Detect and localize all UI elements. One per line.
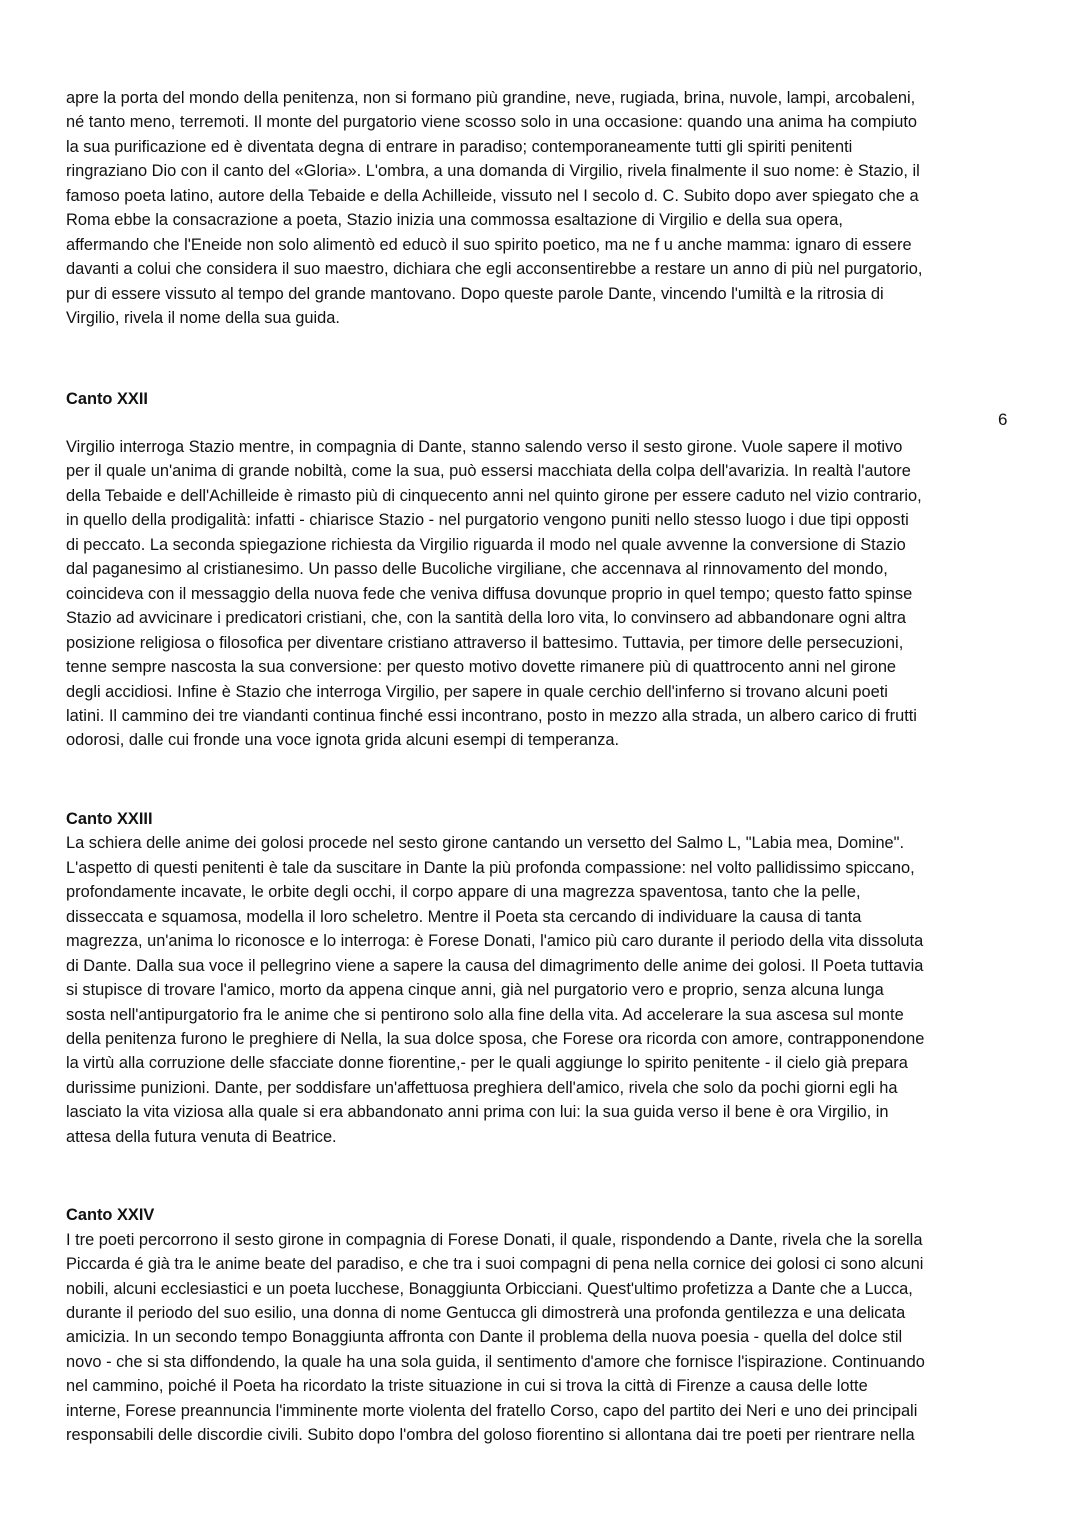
- text-line: nobili, alcuni ecclesiastici e un poeta lucchese, Bonaggiunta Orbicciani. Quest'ultimo profetizza a Dante che a Lucca,: [66, 1279, 913, 1298]
- text-line: disseccata e squamosa, modella il loro scheletro. Mentre il Poeta sta cercando di individuare la causa di tanta: [66, 907, 862, 926]
- page-number: 6: [998, 410, 1008, 429]
- text-line: I tre poeti percorrono il sesto girone in compagnia di Forese Donati, il quale, rispondendo a Dante, rivela che la sorella: [66, 1230, 923, 1249]
- text-line: pur di essere vissuto al tempo del grande mantovano. Dopo queste parole Dante, vincendo l'umiltà e la ritrosia di: [66, 284, 884, 303]
- section-paragraph-canto-xxii: [66, 435, 1018, 753]
- text-line: lasciato la vita viziosa alla quale si era abbandonato anni prima con lui: la sua guida verso il bene è ora Virgilio, in: [66, 1103, 889, 1122]
- text-line: coincideva con il messaggio della nuova fede che veniva diffusa dovunque proprio in quel tempo; questo fatto spinse: [66, 584, 913, 603]
- text-line: responsabili delle discordie civili. Subito dopo l'ombra del goloso fiorentino si allontana dai tre poeti per rientrare nella: [66, 1426, 915, 1445]
- text-line: nel cammino, poiché il Poeta ha ricordato la triste situazione in cui si trova la città di Firenze a causa delle lotte: [66, 1377, 868, 1396]
- text-line: di Dante. Dalla sua voce il pellegrino viene a sapere la causa del dimagrimento delle anime dei golosi. Il Poeta tuttavia: [66, 956, 924, 975]
- text-line: degli accidiosi. Infine è Stazio che interroga Virgilio, per sapere in quale cerchio dell'inferno si trovano alcuni poeti: [66, 682, 888, 701]
- text-line: La schiera delle anime dei golosi procede nel sesto girone cantando un versetto del Salmo L, "Labia mea, Domine".: [66, 834, 905, 853]
- text-line: Roma ebbe la consacrazione a poeta, Stazio inizia una commossa esaltazione di Virgilio e della sua opera,: [66, 211, 843, 230]
- text-line: magrezza, un'anima lo riconosce e lo interroga: è Forese Donati, l'amico più caro durante il periodo della vita dissoluta: [66, 932, 924, 951]
- text-line: affermando che l'Eneide non solo alimentò ed educò il suo spirito poetico, ma ne f u anche mamma: ignaro di essere: [66, 235, 912, 254]
- text-line: posizione religiosa o filosofica per diventare cristiano attraverso il battesimo. Tuttavia, per timore delle persecuzioni,: [66, 633, 904, 652]
- text-line: della Tebaide e dell'Achilleide è rimasto più di cinquecento anni nel quinto girone per essere caduto nel vizio contrario,: [66, 486, 922, 505]
- intro-paragraph: [66, 86, 1018, 331]
- section-paragraph-canto-xxiii: [66, 831, 1018, 1149]
- text-line: davanti a colui che considera il suo maestro, dichiara che egli acconsentirebbe a restare un anno di più nel purgatorio,: [66, 260, 923, 279]
- text-line: dal paganesimo al cristianesimo. Un passo delle Bucoliche virgiliane, che accennava al rinnovamento del mondo,: [66, 560, 888, 579]
- text-line: sosta nell'antipurgatorio fra le anime che si pentirono solo alla fine della vita. Ad accelerare la sua ascesa sul monte: [66, 1005, 904, 1024]
- document-page: [66, 86, 1018, 1448]
- text-line: si stupisce di trovare l'amico, morto da appena cinque anni, già nel purgatorio vero e proprio, senza alcuna lunga: [66, 981, 884, 1000]
- text-line: di peccato. La seconda spiegazione richiesta da Virgilio riguarda il modo nel quale avvenne la conversione di Stazio: [66, 535, 906, 554]
- section-heading-canto-xxiv: Canto XXIV: [66, 1206, 155, 1225]
- text-line: in quello della prodigalità: infatti - chiarisce Stazio - nel purgatorio vengono puniti nello stesso luogo i due tipi opposti: [66, 511, 909, 530]
- text-line: Stazio ad avvicinare i predicatori cristiani, che, con la santità della loro vita, lo convinsero ad abbandonare ogni altra: [66, 609, 907, 628]
- text-line: novo - che si sta diffondendo, la quale ha una sola guida, il sentimento d'amore che fornisce l'ispirazione. Continuando: [66, 1352, 925, 1371]
- text-line: Virgilio, rivela il nome della sua guida.: [66, 309, 340, 328]
- text-line: L'aspetto di questi penitenti è tale da suscitare in Dante la più profonda compassione: nel volto pallidissimo spiccano,: [66, 858, 915, 877]
- text-line: interne, Forese preannuncia l'imminente morte violenta del fratello Corso, capo del partito dei Neri e uno dei principali: [66, 1401, 918, 1420]
- text-line: latini. Il cammino dei tre viandanti continua finché essi incontrano, posto in mezzo alla strada, un albero carico di frutti: [66, 706, 917, 725]
- text-line: Piccarda é già tra le anime beate del paradiso, e che tra i suoi compagni di pena nella cornice dei golosi ci sono alcuni: [66, 1255, 924, 1274]
- text-line: famoso poeta latino, autore della Tebaide e della Achilleide, vissuto nel I secolo d. C. Subito dopo aver spiegato che a: [66, 186, 919, 205]
- text-line: per il quale un'anima di grande nobiltà, come la sua, può essersi macchiata della colpa dell'avarizia. In realtà l'autore: [66, 462, 911, 481]
- text-line: tenne sempre nascosta la sua conversione: per questo motivo dovette rimanere più di quattrocento anni nel girone: [66, 658, 897, 677]
- text-line: della penitenza furono le preghiere di Nella, la sua dolce sposa, che Forese ora ricorda con amore, contrapponendone: [66, 1029, 925, 1048]
- text-line: apre la porta del mondo della penitenza, non si formano più grandine, neve, rugiada, brina, nuvole, lampi, arcobaleni,: [66, 89, 916, 107]
- text-line: amicizia. In un secondo tempo Bonaggiunta affronta con Dante il problema della nuova poesia - quella del dolce stil: [66, 1328, 903, 1347]
- text-line: durante il periodo del suo esilio, una donna di nome Gentucca gli dimostrerà una profonda gentilezza e una delicata: [66, 1304, 906, 1323]
- text-line: durissime punizioni. Dante, per soddisfare un'affettuosa preghiera dell'amico, rivela che solo da pochi giorni egli ha: [66, 1078, 898, 1097]
- text-line: la virtù alla corruzione delle sfacciate donne fiorentine,- per le quali aggiunge lo spirito penitente - il cielo già prepara: [66, 1054, 908, 1073]
- text-line: Virgilio interroga Stazio mentre, in compagnia di Dante, stanno salendo verso il sesto girone. Vuole sapere il motivo: [66, 437, 903, 456]
- text-line: odorosi, dalle cui fronde una voce ignota grida alcuni esempi di temperanza.: [66, 731, 620, 750]
- text-line: né tanto meno, terremoti. Il monte del purgatorio viene scosso solo in una occasione: quando una anima ha compiuto: [66, 113, 918, 132]
- section-paragraph-canto-xxiv: [66, 1228, 1018, 1448]
- text-line: la sua purificazione ed è diventata degna di entrare in paradiso; contemporaneamente tutti gli spiriti penitenti: [66, 137, 853, 156]
- text-line: profondamente incavate, le orbite degli occhi, il corpo appare di una magrezza spaventosa, tanto che la pelle,: [66, 883, 861, 902]
- text-line: attesa della futura venuta di Beatrice.: [66, 1127, 337, 1146]
- section-heading-canto-xxiii: Canto XXIII: [66, 809, 153, 828]
- section-heading-canto-xxii: Canto XXII: [66, 389, 148, 408]
- text-line: ringraziano Dio con il canto del «Gloria». L'ombra, a una domanda di Virgilio, rivela finalmente il suo nome: è Stazio, il: [66, 162, 920, 181]
